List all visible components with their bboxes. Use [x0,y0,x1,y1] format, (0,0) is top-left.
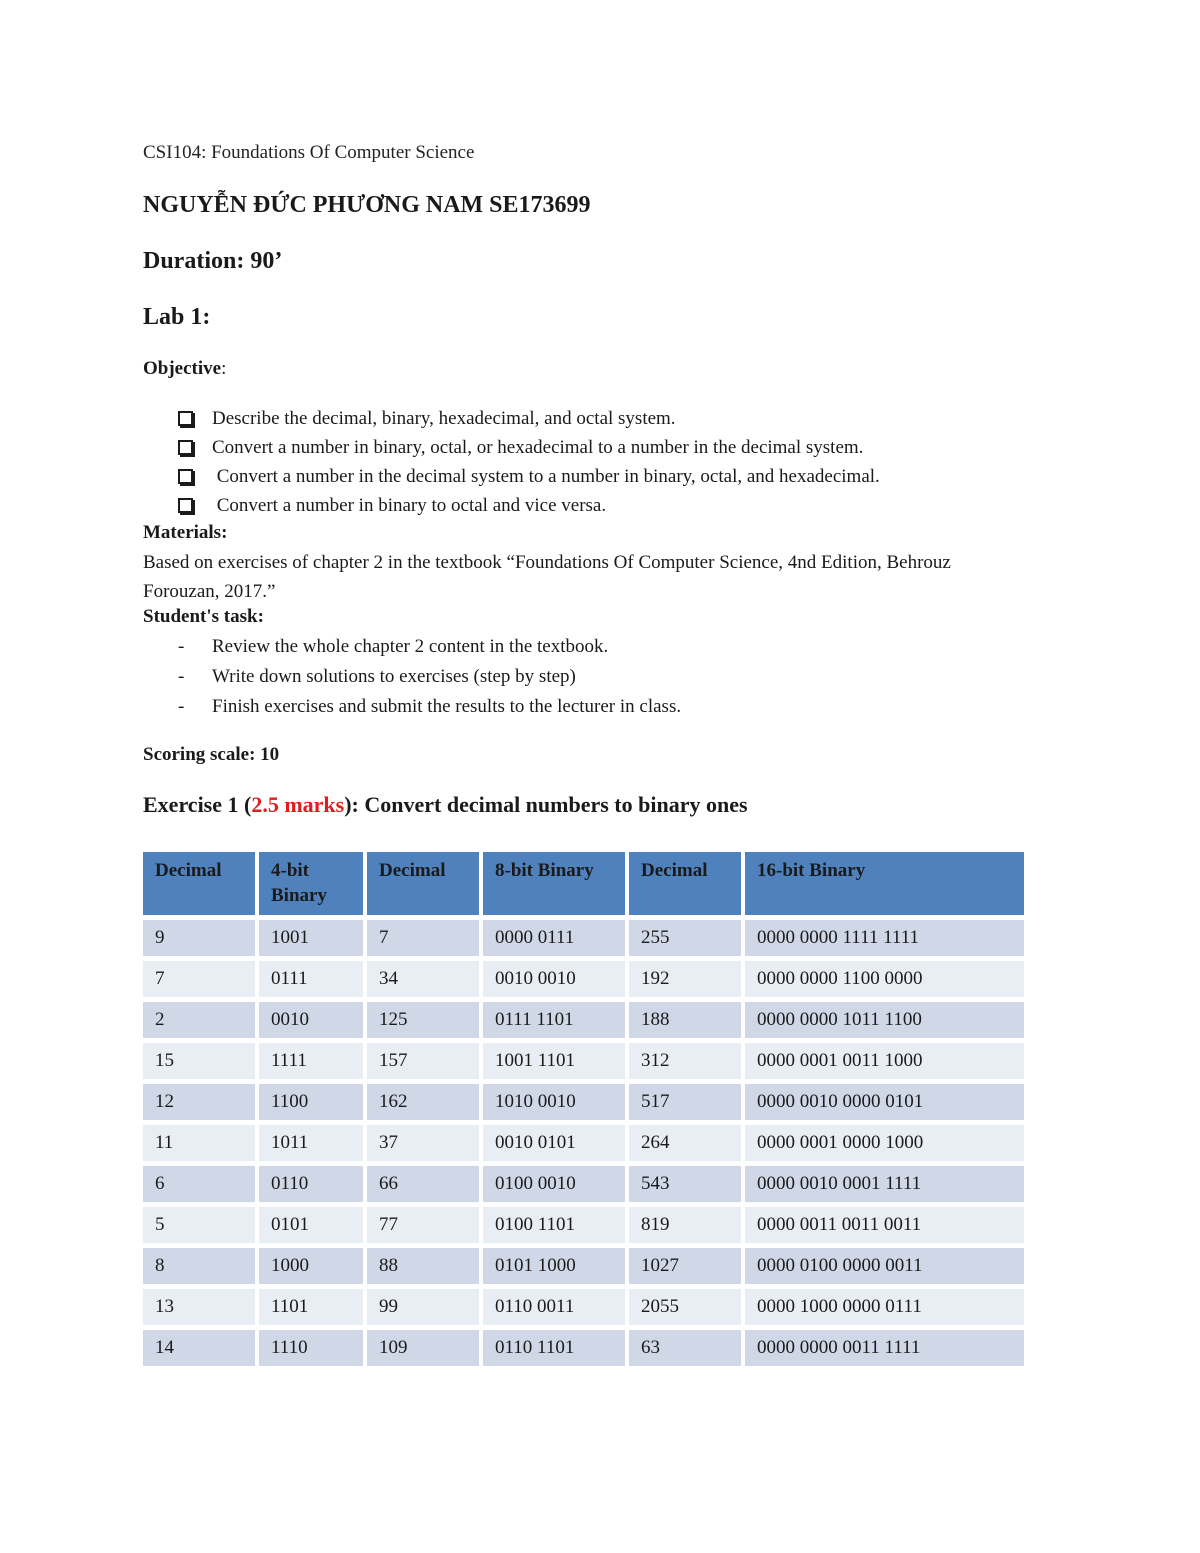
exercise-heading [143,792,748,818]
table-cell: 0110 [259,1166,363,1202]
table-cell: 0000 0000 1111 1111 [745,920,1024,956]
table-cell: 7 [367,920,479,956]
objective-text: Convert a number in binary, octal, or hexadecimal to a number in the decimal system. [212,437,864,458]
task-text: Review the whole chapter 2 content in the textbook. [212,636,609,657]
objective-text: Convert a number in binary to octal and vice versa. [212,495,607,516]
table-cell: 0000 0001 0000 1000 [745,1125,1024,1161]
table-cell: 0101 [259,1207,363,1243]
header-decimal-16bit: Decimal [629,852,741,915]
table-cell: 13 [143,1289,255,1325]
student-name: NGUYỄN ĐỨC PHƯƠNG NAM SE173699 [143,192,591,218]
table-cell: 11 [143,1125,255,1161]
table-cell: 1001 1101 [483,1043,625,1079]
table-cell: 0000 0000 1100 0000 [745,961,1024,997]
table-cell: 162 [367,1084,479,1120]
objective-item [143,404,880,433]
table-cell: 517 [629,1084,741,1120]
table-row [143,1043,1024,1079]
table-cell: 0111 1101 [483,1002,625,1038]
table-cell: 99 [367,1289,479,1325]
conversion-table [139,847,1028,1371]
objective-text: Convert a number in the decimal system to a number in binary, octal, and hexadecimal. [212,466,880,487]
checkbox-icon [178,440,193,455]
table-cell: 1011 [259,1125,363,1161]
objective-text: Describe the decimal, binary, hexadecimal, and octal system. [212,408,676,429]
header-decimal-8bit: Decimal [367,852,479,915]
table-cell: 0000 0011 0011 0011 [745,1207,1024,1243]
duration-heading: Duration: 90’ [143,248,283,274]
table-cell: 6 [143,1166,255,1202]
table-row [143,961,1024,997]
table-cell: 77 [367,1207,479,1243]
table-cell: 1110 [259,1330,363,1366]
table-cell: 66 [367,1166,479,1202]
table-row [143,1330,1024,1366]
header-8bit-binary: 8-bit Binary [483,852,625,915]
task-label: Student's task: [143,606,264,627]
exercise-marks: 2.5 marks [251,792,345,817]
table-row [143,920,1024,956]
task-item [143,662,681,692]
table-cell: 34 [367,961,479,997]
table-cell: 0010 0101 [483,1125,625,1161]
dash-bullet: - [178,696,185,717]
table-cell: 0101 1000 [483,1248,625,1284]
exercise-prefix: Exercise 1 ( [143,792,252,817]
table-cell: 8 [143,1248,255,1284]
task-item [143,692,681,722]
scoring-scale: Scoring scale: 10 [143,744,280,765]
table-cell: 2055 [629,1289,741,1325]
table-cell: 543 [629,1166,741,1202]
table-cell: 63 [629,1330,741,1366]
dash-bullet: - [178,666,185,687]
table-cell: 1010 0010 [483,1084,625,1120]
table-cell: 188 [629,1002,741,1038]
table-row [143,1166,1024,1202]
task-text: Finish exercises and submit the results to the lecturer in class. [212,696,682,717]
table-cell: 9 [143,920,255,956]
objective-list [143,404,880,520]
table-cell: 264 [629,1125,741,1161]
table-cell: 1001 [259,920,363,956]
table-cell: 1101 [259,1289,363,1325]
objective-item [143,462,880,491]
table-cell: 12 [143,1084,255,1120]
table-cell: 0110 0011 [483,1289,625,1325]
table-row [143,1207,1024,1243]
objective-colon: : [221,358,227,379]
header-16bit-binary: 16-bit Binary [745,852,1024,915]
table-cell: 0000 0001 0011 1000 [745,1043,1024,1079]
table-cell: 0000 0100 0000 0011 [745,1248,1024,1284]
exercise-suffix: ): Convert decimal numbers to binary ones [344,792,748,817]
materials-text: Based on exercises of chapter 2 in the textbook “Foundations Of Computer Science, 4nd Edition, Behrouz Forouzan, 2017.” [143,552,951,602]
table-cell: 312 [629,1043,741,1079]
table-row [143,1248,1024,1284]
checkbox-icon [178,498,193,513]
table-cell: 1100 [259,1084,363,1120]
table-cell: 125 [367,1002,479,1038]
table-cell: 88 [367,1248,479,1284]
table-header-row [143,852,1024,915]
table-cell: 0000 0000 0011 1111 [745,1330,1024,1366]
table-body [143,920,1024,1366]
objective-label [143,358,226,380]
objective-item [143,491,880,520]
table-cell: 157 [367,1043,479,1079]
table-cell: 0000 0010 0001 1111 [745,1166,1024,1202]
table-cell: 1000 [259,1248,363,1284]
course-title: CSI104: Foundations Of Computer Science [143,142,475,163]
table-cell: 37 [367,1125,479,1161]
objective-item [143,433,880,462]
table-cell: 1027 [629,1248,741,1284]
checkbox-icon [178,469,193,484]
header-4bit-binary: 4-bit Binary [259,852,363,915]
lab-heading: Lab 1: [143,304,211,330]
task-list [143,632,681,722]
table-cell: 5 [143,1207,255,1243]
table-cell: 0010 0010 [483,961,625,997]
table-row [143,1084,1024,1120]
table-cell: 0110 1101 [483,1330,625,1366]
table-cell: 7 [143,961,255,997]
table-cell: 0111 [259,961,363,997]
table-cell: 0000 0000 1011 1100 [745,1002,1024,1038]
table-cell: 0000 0010 0000 0101 [745,1084,1024,1120]
table-cell: 255 [629,920,741,956]
table-cell: 2 [143,1002,255,1038]
materials-label: Materials: [143,522,228,543]
task-item [143,632,681,662]
table-cell: 0000 1000 0000 0111 [745,1289,1024,1325]
task-text: Write down solutions to exercises (step by step) [212,666,576,687]
checkbox-icon [178,411,193,426]
table-cell: 1111 [259,1043,363,1079]
table-cell: 14 [143,1330,255,1366]
objective-label-text: Objective [143,358,222,379]
table-cell: 819 [629,1207,741,1243]
table-cell: 192 [629,961,741,997]
table-row [143,1002,1024,1038]
header-decimal-4bit: Decimal [143,852,255,915]
table-row [143,1289,1024,1325]
table-cell: 0100 0010 [483,1166,625,1202]
table-cell: 109 [367,1330,479,1366]
table-cell: 15 [143,1043,255,1079]
table-cell: 0000 0111 [483,920,625,956]
table-cell: 0010 [259,1002,363,1038]
table-cell: 0100 1101 [483,1207,625,1243]
table-row [143,1125,1024,1161]
dash-bullet: - [178,636,185,657]
